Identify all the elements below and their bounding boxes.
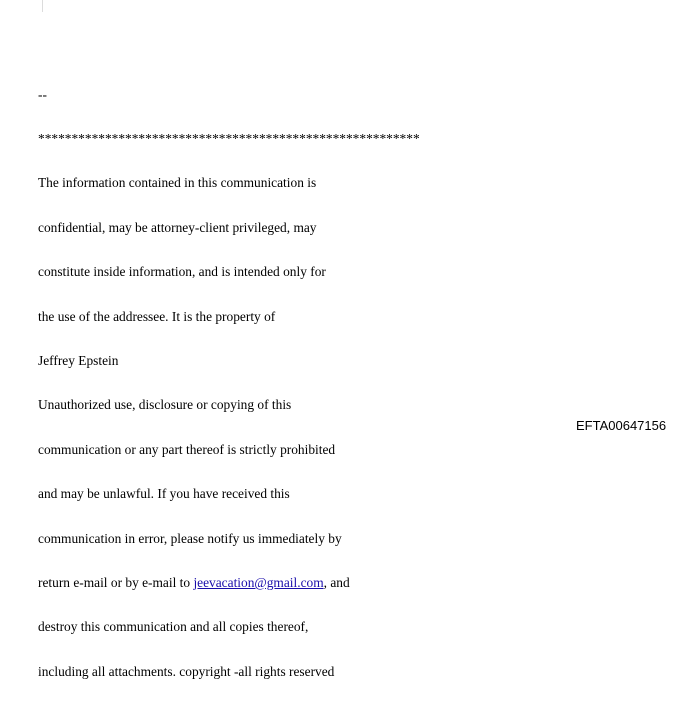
owner-name-line: Jeffrey Epstein: [38, 352, 119, 368]
disclaimer-line: Unauthorized use, disclosure or copying of this: [38, 397, 292, 413]
disclaimer-line: communication in error, please notify us immediately by: [38, 530, 342, 546]
disclaimer-line: including all attachments. copyright -all rights reserved: [38, 663, 335, 679]
disclaimer-line: the use of the addressee. It is the property of: [38, 308, 276, 324]
signature-asterisk-line: *********************************************************: [38, 130, 420, 146]
disclaimer-line: communication or any part thereof is strictly prohibited: [38, 441, 336, 457]
email-line-prefix: return e-mail or by e-mail to: [38, 574, 194, 590]
page-edge-mark: [42, 0, 43, 12]
email-link[interactable]: jeevacation@gmail.com: [193, 574, 324, 590]
disclaimer-line: confidential, may be attorney-client privileged, may: [38, 219, 317, 235]
disclaimer-line: constitute inside information, and is intended only for: [38, 264, 326, 280]
email-contact-line: [38, 576, 420, 591]
signature-dash-line: --: [38, 86, 47, 102]
email-line-suffix: , and: [323, 574, 350, 590]
disclaimer-line: and may be unlawful. If you have received this: [38, 486, 290, 502]
disclaimer-line: The information contained in this communication is: [38, 175, 317, 191]
disclaimer-line: destroy this communication and all copies thereof,: [38, 619, 309, 635]
email-signature: [38, 58, 420, 709]
document-id: EFTA00647156: [576, 418, 667, 433]
